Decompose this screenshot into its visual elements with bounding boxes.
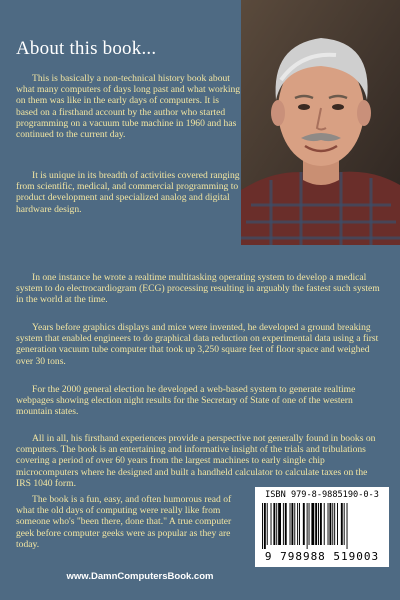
website-url: www.DamnComputersBook.com [66, 571, 214, 582]
paragraph-breadth: It is unique in its breadth of activities covered ranging from scientific, medical, and commercial programming to product development and specialized analog and digital hardware design. [16, 170, 240, 215]
paragraph-ecg: In one instance he wrote a realtime multitasking operating system to develop a medical system to do electrocardiogram (ECG) processing resulting in arguably the fastest such system in the world at the time. [16, 272, 380, 306]
paragraph-fun-read: The book is a fun, easy, and often humorous read of what the old days of computing were really like from someone who's "been there, done that." A true computer geek before computer geeks were as popular as they are today. [16, 494, 232, 550]
isbn-label: ISBN 979-8-9885190-0-3 [265, 490, 379, 500]
paragraph-intro: This is basically a non-technical history book about what many computers of days long past and what working on them was like in the early days of computers. It is based on a firsthand account by the author who started programming on a vacuum tube machine in 1960 and has continued to the current day. [16, 73, 241, 141]
paragraph-election: For the 2000 general election he developed a web-based system to generate realtime webpages showing election night results for the Secretary of State of one of the western mountain states. [16, 384, 356, 418]
about-heading: About this book... [16, 38, 157, 59]
barcode-icon [260, 503, 384, 549]
isbn-barcode [255, 487, 389, 567]
barcode-number: 9 798988 519003 [264, 550, 380, 563]
author-photo [241, 0, 400, 245]
paragraph-perspective: All in all, his firsthand experiences provide a perspective not generally found in books on computers. The book is an entertaining and informative insight of the trials and tribulations covering a period of over 60 years from the largest machines to early single chip microcomputers where he designed and built a handheld calculator to calculate taxes on the IRS 1040 form. [16, 433, 376, 489]
paragraph-graphics: Years before graphics displays and mice were invented, he developed a ground breaking system that enabled engineers to do graphical data reduction on experimental data using a first generation vacuum tube computer that took up 3,250 square feet of floor space and weighed over 30 tons. [16, 322, 379, 367]
